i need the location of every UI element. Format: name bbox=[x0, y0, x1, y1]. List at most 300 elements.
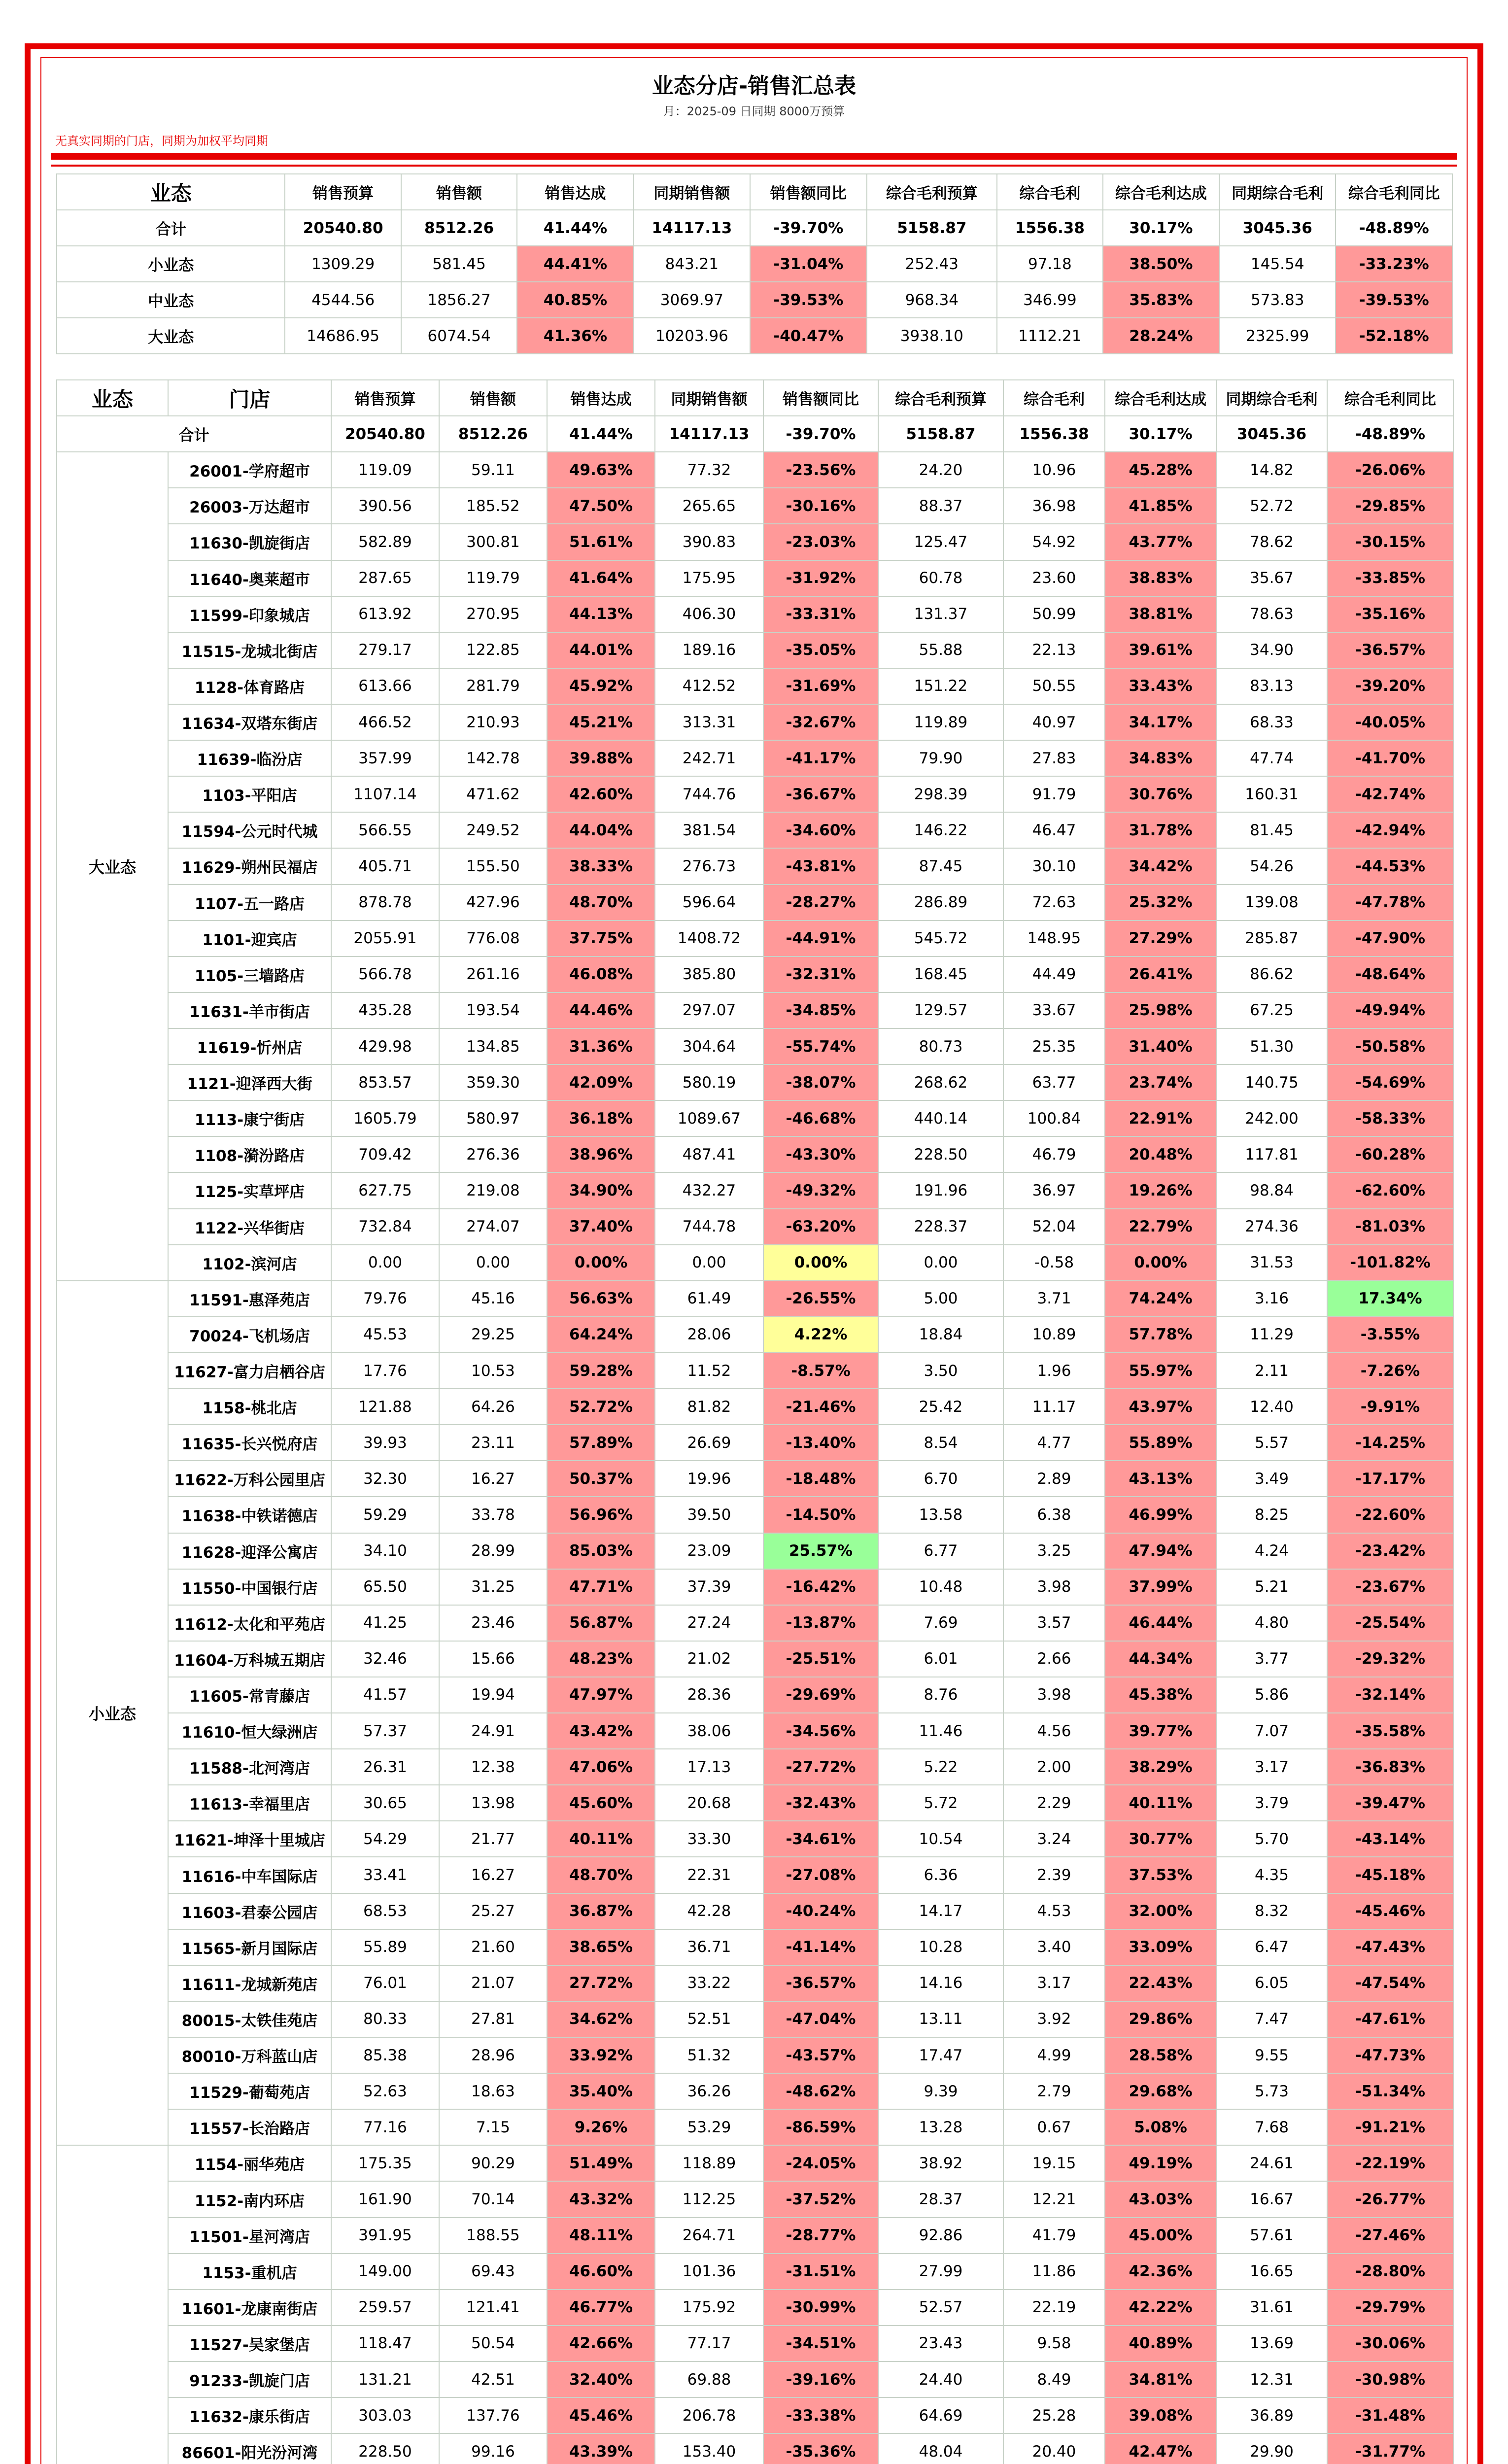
value-cell: -35.05% bbox=[763, 632, 878, 668]
value-cell: 25.35 bbox=[1003, 1028, 1105, 1064]
value-cell: 596.64 bbox=[655, 885, 763, 921]
store-name: 11610-恒大绿洲店 bbox=[168, 1713, 331, 1749]
summary-header-row bbox=[57, 174, 1452, 210]
store-name: 11557-长治路店 bbox=[168, 2109, 331, 2145]
value-cell: 265.65 bbox=[655, 488, 763, 524]
value-cell: 12.31 bbox=[1216, 2361, 1327, 2397]
store-name: 11629-朔州民福店 bbox=[168, 848, 331, 884]
value-cell: -24.05% bbox=[763, 2145, 878, 2181]
summary-row bbox=[57, 282, 1452, 318]
value-cell: 48.70% bbox=[547, 1857, 655, 1893]
value-cell: 17.34% bbox=[1327, 1281, 1453, 1317]
store-name: 11638-中铁诺德店 bbox=[168, 1497, 331, 1533]
value-cell: 25.27 bbox=[439, 1893, 547, 1929]
value-cell: 91.79 bbox=[1003, 776, 1105, 812]
value-cell: 140.75 bbox=[1216, 1064, 1327, 1100]
value-cell: 46.47 bbox=[1003, 812, 1105, 848]
value-cell: -46.68% bbox=[763, 1100, 878, 1136]
value-cell: 77.32 bbox=[655, 452, 763, 488]
table-row bbox=[57, 1641, 1453, 1677]
total-label: 合计 bbox=[57, 210, 285, 246]
value-cell: 4.53 bbox=[1003, 1893, 1105, 1929]
value-cell: -35.16% bbox=[1327, 596, 1453, 632]
table-row bbox=[57, 560, 1453, 596]
value-cell: 52.63 bbox=[331, 2073, 439, 2109]
value-cell: 15.66 bbox=[439, 1641, 547, 1677]
store-name: 1105-三墙路店 bbox=[168, 957, 331, 992]
value-cell: -18.48% bbox=[763, 1461, 878, 1497]
value-cell: -7.26% bbox=[1327, 1353, 1453, 1389]
value-cell: 23.74% bbox=[1105, 1064, 1216, 1100]
value-cell: 31.78% bbox=[1105, 812, 1216, 848]
store-name: 1128-体育路店 bbox=[168, 668, 331, 704]
value-cell: 19.26% bbox=[1105, 1172, 1216, 1208]
value-cell: 36.71 bbox=[655, 1929, 763, 1965]
value-cell: 51.32 bbox=[655, 2037, 763, 2073]
table-row bbox=[57, 1965, 1453, 2001]
value-cell: 145.54 bbox=[1219, 246, 1336, 282]
value-cell: 59.29 bbox=[331, 1497, 439, 1533]
value-cell: 10.28 bbox=[878, 1929, 1003, 1965]
value-cell: 47.50% bbox=[547, 488, 655, 524]
value-cell: -9.91% bbox=[1327, 1389, 1453, 1425]
table-row bbox=[57, 1461, 1453, 1497]
store-name: 26001-学府超市 bbox=[168, 452, 331, 488]
value-cell: -41.70% bbox=[1327, 740, 1453, 776]
store-name: 11634-双塔东街店 bbox=[168, 704, 331, 740]
value-cell: 49.63% bbox=[547, 452, 655, 488]
value-cell: 30.65 bbox=[331, 1785, 439, 1821]
value-cell: 36.26 bbox=[655, 2073, 763, 2109]
total-label: 合计 bbox=[57, 416, 331, 452]
value-cell: 25.32% bbox=[1105, 885, 1216, 921]
table-row bbox=[57, 1353, 1453, 1389]
col-header: 综合毛利达成 bbox=[1103, 174, 1219, 210]
value-cell: 92.86 bbox=[878, 2218, 1003, 2254]
value-cell: 3.98 bbox=[1003, 1569, 1105, 1605]
value-cell: 566.55 bbox=[331, 812, 439, 848]
value-cell: -33.31% bbox=[763, 596, 878, 632]
value-cell: 276.36 bbox=[439, 1136, 547, 1172]
value-cell: 55.89 bbox=[331, 1929, 439, 1965]
table-row bbox=[57, 668, 1453, 704]
value-cell: 41.57 bbox=[331, 1677, 439, 1713]
value-cell: 627.75 bbox=[331, 1172, 439, 1208]
value-cell: -23.56% bbox=[763, 452, 878, 488]
value-cell: 22.13 bbox=[1003, 632, 1105, 668]
table-row bbox=[57, 1425, 1453, 1461]
value-cell: 405.71 bbox=[331, 848, 439, 884]
value-cell: 98.84 bbox=[1216, 1172, 1327, 1208]
value-cell: 68.33 bbox=[1216, 704, 1327, 740]
value-cell: 80.33 bbox=[331, 2001, 439, 2037]
value-cell: 613.92 bbox=[331, 596, 439, 632]
value-cell: 313.31 bbox=[655, 704, 763, 740]
col-header: 销售额同比 bbox=[750, 174, 866, 210]
value-cell: -13.40% bbox=[763, 1425, 878, 1461]
value-cell: 32.40% bbox=[547, 2361, 655, 2397]
value-cell: 47.97% bbox=[547, 1677, 655, 1713]
value-cell: 14.17 bbox=[878, 1893, 1003, 1929]
value-cell: 139.08 bbox=[1216, 885, 1327, 921]
value-cell: 43.39% bbox=[547, 2433, 655, 2464]
store-name: 11594-公元时代城 bbox=[168, 812, 331, 848]
value-cell: 1556.38 bbox=[1003, 416, 1105, 452]
value-cell: 100.84 bbox=[1003, 1100, 1105, 1136]
summary-table bbox=[56, 173, 1453, 354]
value-cell: -22.19% bbox=[1327, 2145, 1453, 2181]
value-cell: 5.73 bbox=[1216, 2073, 1327, 2109]
value-cell: 23.43 bbox=[878, 2326, 1003, 2361]
col-header: 综合毛利预算 bbox=[867, 174, 997, 210]
table-row bbox=[57, 704, 1453, 740]
value-cell: 149.00 bbox=[331, 2254, 439, 2290]
table-row bbox=[57, 812, 1453, 848]
value-cell: 59.11 bbox=[439, 452, 547, 488]
value-cell: -33.85% bbox=[1327, 560, 1453, 596]
value-cell: -47.54% bbox=[1327, 1965, 1453, 2001]
value-cell: 732.84 bbox=[331, 1209, 439, 1245]
value-cell: 487.41 bbox=[655, 1136, 763, 1172]
value-cell: 16.67 bbox=[1216, 2181, 1327, 2217]
value-cell: 304.64 bbox=[655, 1028, 763, 1064]
value-cell: 41.44% bbox=[517, 210, 633, 246]
table-row bbox=[57, 2433, 1453, 2464]
value-cell: -39.70% bbox=[763, 416, 878, 452]
value-cell: 11.52 bbox=[655, 1353, 763, 1389]
value-cell: -35.58% bbox=[1327, 1713, 1453, 1749]
table-row bbox=[57, 2326, 1453, 2361]
col-header: 销售预算 bbox=[285, 174, 401, 210]
segment-label: 中业态 bbox=[57, 282, 285, 318]
report-title: 业态分店-销售汇总表 bbox=[651, 73, 857, 99]
table-row bbox=[57, 1497, 1453, 1533]
table-row bbox=[57, 1749, 1453, 1785]
value-cell: -43.57% bbox=[763, 2037, 878, 2073]
store-name: 1101-迎宾店 bbox=[168, 921, 331, 957]
value-cell: 151.22 bbox=[878, 668, 1003, 704]
value-cell: 1112.21 bbox=[997, 318, 1103, 354]
value-cell: 29.90 bbox=[1216, 2433, 1327, 2464]
value-cell: 39.50 bbox=[655, 1497, 763, 1533]
value-cell: 43.32% bbox=[547, 2181, 655, 2217]
table-row bbox=[57, 2397, 1453, 2433]
value-cell: 28.06 bbox=[655, 1317, 763, 1353]
table-row bbox=[57, 1064, 1453, 1100]
value-cell: 39.61% bbox=[1105, 632, 1216, 668]
table-row bbox=[57, 2290, 1453, 2326]
value-cell: -31.77% bbox=[1327, 2433, 1453, 2464]
store-name: 11619-忻州店 bbox=[168, 1028, 331, 1064]
value-cell: -30.98% bbox=[1327, 2361, 1453, 2397]
value-cell: 10.48 bbox=[878, 1569, 1003, 1605]
value-cell: 175.92 bbox=[655, 2290, 763, 2326]
report-subtitle: 月：2025-09 日同期 8000万预算 bbox=[663, 104, 845, 118]
value-cell: 38.92 bbox=[878, 2145, 1003, 2181]
value-cell: -35.36% bbox=[763, 2433, 878, 2464]
value-cell: 33.30 bbox=[655, 1821, 763, 1857]
col-header: 销售预算 bbox=[331, 380, 439, 416]
value-cell: 0.67 bbox=[1003, 2109, 1105, 2145]
value-cell: 40.97 bbox=[1003, 704, 1105, 740]
value-cell: 48.23% bbox=[547, 1641, 655, 1677]
value-cell: 10203.96 bbox=[634, 318, 750, 354]
value-cell: 27.83 bbox=[1003, 740, 1105, 776]
value-cell: 175.35 bbox=[331, 2145, 439, 2181]
value-cell: -23.03% bbox=[763, 524, 878, 560]
value-cell: 47.74 bbox=[1216, 740, 1327, 776]
value-cell: 12.38 bbox=[439, 1749, 547, 1785]
value-cell: 51.30 bbox=[1216, 1028, 1327, 1064]
value-cell: 17.47 bbox=[878, 2037, 1003, 2073]
value-cell: 85.03% bbox=[547, 1533, 655, 1569]
value-cell: 57.37 bbox=[331, 1713, 439, 1749]
value-cell: 4544.56 bbox=[285, 282, 401, 318]
value-cell: -34.85% bbox=[763, 992, 878, 1028]
value-cell: 32.46 bbox=[331, 1641, 439, 1677]
value-cell: 27.29% bbox=[1105, 921, 1216, 957]
value-cell: 38.83% bbox=[1105, 560, 1216, 596]
value-cell: 20.68 bbox=[655, 1785, 763, 1821]
value-cell: 47.71% bbox=[547, 1569, 655, 1605]
table-row bbox=[57, 1893, 1453, 1929]
value-cell: 72.63 bbox=[1003, 885, 1105, 921]
value-cell: 8.25 bbox=[1216, 1497, 1327, 1533]
value-cell: 50.99 bbox=[1003, 596, 1105, 632]
value-cell: 13.11 bbox=[878, 2001, 1003, 2037]
value-cell: 42.66% bbox=[547, 2326, 655, 2361]
value-cell: -52.18% bbox=[1336, 318, 1452, 354]
value-cell: 99.16 bbox=[439, 2433, 547, 2464]
value-cell: -86.59% bbox=[763, 2109, 878, 2145]
value-cell: 2.11 bbox=[1216, 1353, 1327, 1389]
value-cell: 69.43 bbox=[439, 2254, 547, 2290]
value-cell: -45.46% bbox=[1327, 1893, 1453, 1929]
value-cell: -44.91% bbox=[763, 921, 878, 957]
value-cell: 39.77% bbox=[1105, 1713, 1216, 1749]
value-cell: 14117.13 bbox=[634, 210, 750, 246]
value-cell: 34.42% bbox=[1105, 848, 1216, 884]
value-cell: 36.89 bbox=[1216, 2397, 1327, 2433]
value-cell: 259.57 bbox=[331, 2290, 439, 2326]
value-cell: 3.77 bbox=[1216, 1641, 1327, 1677]
store-name: 11622-万科公园里店 bbox=[168, 1461, 331, 1497]
value-cell: 50.55 bbox=[1003, 668, 1105, 704]
value-cell: 2.79 bbox=[1003, 2073, 1105, 2109]
value-cell: -62.60% bbox=[1327, 1172, 1453, 1208]
value-cell: -34.56% bbox=[763, 1713, 878, 1749]
value-cell: 261.16 bbox=[439, 957, 547, 992]
value-cell: -51.34% bbox=[1327, 2073, 1453, 2109]
value-cell: -14.25% bbox=[1327, 1425, 1453, 1461]
value-cell: 466.52 bbox=[331, 704, 439, 740]
value-cell: 3.71 bbox=[1003, 1281, 1105, 1317]
value-cell: 19.94 bbox=[439, 1677, 547, 1713]
value-cell: 2.39 bbox=[1003, 1857, 1105, 1893]
value-cell: 31.25 bbox=[439, 1569, 547, 1605]
table-row bbox=[57, 1929, 1453, 1965]
value-cell: 5.21 bbox=[1216, 1569, 1327, 1605]
value-cell: 51.61% bbox=[547, 524, 655, 560]
value-cell: 55.89% bbox=[1105, 1425, 1216, 1461]
col-header: 同期综合毛利 bbox=[1219, 174, 1336, 210]
value-cell: 25.98% bbox=[1105, 992, 1216, 1028]
store-name: 11550-中国银行店 bbox=[168, 1569, 331, 1605]
value-cell: 3.40 bbox=[1003, 1929, 1105, 1965]
value-cell: 42.60% bbox=[547, 776, 655, 812]
segment-group-label: 小业态 bbox=[57, 1281, 168, 2146]
value-cell: 45.46% bbox=[547, 2397, 655, 2433]
value-cell: 45.60% bbox=[547, 1785, 655, 1821]
value-cell: 40.11% bbox=[547, 1821, 655, 1857]
value-cell: 381.54 bbox=[655, 812, 763, 848]
value-cell: 45.00% bbox=[1105, 2218, 1216, 2254]
value-cell: 112.25 bbox=[655, 2181, 763, 2217]
value-cell: -30.99% bbox=[763, 2290, 878, 2326]
value-cell: 35.40% bbox=[547, 2073, 655, 2109]
value-cell: 573.83 bbox=[1219, 282, 1336, 318]
table-row bbox=[57, 2361, 1453, 2397]
value-cell: 0.00% bbox=[1105, 1245, 1216, 1281]
value-cell: 37.53% bbox=[1105, 1857, 1216, 1893]
value-cell: 0.00% bbox=[763, 1245, 878, 1281]
store-name: 11613-幸福里店 bbox=[168, 1785, 331, 1821]
store-name: 70024-飞机场店 bbox=[168, 1317, 331, 1353]
value-cell: 32.30 bbox=[331, 1461, 439, 1497]
value-cell: 34.81% bbox=[1105, 2361, 1216, 2397]
value-cell: 12.40 bbox=[1216, 1389, 1327, 1425]
value-cell: 46.60% bbox=[547, 2254, 655, 2290]
value-cell: 20.40 bbox=[1003, 2433, 1105, 2464]
value-cell: 10.89 bbox=[1003, 1317, 1105, 1353]
store-name: 1125-实草坪店 bbox=[168, 1172, 331, 1208]
value-cell: 31.53 bbox=[1216, 1245, 1327, 1281]
value-cell: 81.45 bbox=[1216, 812, 1327, 848]
value-cell: -29.79% bbox=[1327, 2290, 1453, 2326]
summary-row bbox=[57, 246, 1452, 282]
value-cell: -48.89% bbox=[1327, 416, 1453, 452]
value-cell: 5.57 bbox=[1216, 1425, 1327, 1461]
value-cell: 47.06% bbox=[547, 1749, 655, 1785]
value-cell: 2325.99 bbox=[1219, 318, 1336, 354]
value-cell: 42.09% bbox=[547, 1064, 655, 1100]
value-cell: 7.15 bbox=[439, 2109, 547, 2145]
value-cell: 878.78 bbox=[331, 885, 439, 921]
store-name: 1108-漪汾路店 bbox=[168, 1136, 331, 1172]
value-cell: 3.49 bbox=[1216, 1461, 1327, 1497]
store-name: 11632-康乐街店 bbox=[168, 2397, 331, 2433]
value-cell: -47.73% bbox=[1327, 2037, 1453, 2073]
value-cell: 77.17 bbox=[655, 2326, 763, 2361]
value-cell: 40.85% bbox=[517, 282, 633, 318]
value-cell: -39.47% bbox=[1327, 1785, 1453, 1821]
store-name: 11611-龙城新苑店 bbox=[168, 1965, 331, 2001]
value-cell: 26.41% bbox=[1105, 957, 1216, 992]
value-cell: 30.76% bbox=[1105, 776, 1216, 812]
value-cell: -13.87% bbox=[763, 1605, 878, 1641]
value-cell: 46.44% bbox=[1105, 1605, 1216, 1641]
value-cell: 1107.14 bbox=[331, 776, 439, 812]
store-name: 11604-万科城五期店 bbox=[168, 1641, 331, 1677]
value-cell: 4.35 bbox=[1216, 1857, 1327, 1893]
value-cell: 9.55 bbox=[1216, 2037, 1327, 2073]
value-cell: 23.09 bbox=[655, 1533, 763, 1569]
value-cell: 36.87% bbox=[547, 1893, 655, 1929]
value-cell: 10.53 bbox=[439, 1353, 547, 1389]
value-cell: 193.54 bbox=[439, 992, 547, 1028]
store-name: 11616-中车国际店 bbox=[168, 1857, 331, 1893]
value-cell: 279.17 bbox=[331, 632, 439, 668]
store-name: 1158-桃北店 bbox=[168, 1389, 331, 1425]
value-cell: 36.98 bbox=[1003, 488, 1105, 524]
store-name: 11640-奥莱超市 bbox=[168, 560, 331, 596]
store-name: 11501-星河湾店 bbox=[168, 2218, 331, 2254]
value-cell: 7.07 bbox=[1216, 1713, 1327, 1749]
value-cell: -29.85% bbox=[1327, 488, 1453, 524]
value-cell: 101.36 bbox=[655, 2254, 763, 2290]
value-cell: 3.50 bbox=[878, 1353, 1003, 1389]
value-cell: -81.03% bbox=[1327, 1209, 1453, 1245]
value-cell: 57.89% bbox=[547, 1425, 655, 1461]
value-cell: 27.81 bbox=[439, 2001, 547, 2037]
value-cell: -21.46% bbox=[763, 1389, 878, 1425]
value-cell: 24.91 bbox=[439, 1713, 547, 1749]
value-cell: 11.46 bbox=[878, 1713, 1003, 1749]
value-cell: -49.32% bbox=[763, 1172, 878, 1208]
store-name: 11603-君泰公园店 bbox=[168, 1893, 331, 1929]
value-cell: -27.72% bbox=[763, 1749, 878, 1785]
value-cell: -63.20% bbox=[763, 1209, 878, 1245]
table-row bbox=[57, 2037, 1453, 2073]
store-name: 1154-丽华苑店 bbox=[168, 2145, 331, 2181]
value-cell: -101.82% bbox=[1327, 1245, 1453, 1281]
table-row bbox=[57, 921, 1453, 957]
value-cell: -33.23% bbox=[1336, 246, 1452, 282]
value-cell: 46.79 bbox=[1003, 1136, 1105, 1172]
value-cell: 13.98 bbox=[439, 1785, 547, 1821]
value-cell: 28.99 bbox=[439, 1533, 547, 1569]
value-cell: 57.78% bbox=[1105, 1317, 1216, 1353]
col-header: 综合毛利 bbox=[997, 174, 1103, 210]
value-cell: 49.19% bbox=[1105, 2145, 1216, 2181]
col-header: 综合毛利达成 bbox=[1105, 380, 1216, 416]
value-cell: -43.30% bbox=[763, 1136, 878, 1172]
value-cell: -49.94% bbox=[1327, 992, 1453, 1028]
value-cell: 5158.87 bbox=[878, 416, 1003, 452]
value-cell: 46.99% bbox=[1105, 1497, 1216, 1533]
value-cell: -30.15% bbox=[1327, 524, 1453, 560]
value-cell: 3045.36 bbox=[1216, 416, 1327, 452]
value-cell: 3.17 bbox=[1003, 1965, 1105, 2001]
value-cell: 853.57 bbox=[331, 1064, 439, 1100]
value-cell: 2.66 bbox=[1003, 1641, 1105, 1677]
value-cell: -47.90% bbox=[1327, 921, 1453, 957]
value-cell: 4.24 bbox=[1216, 1533, 1327, 1569]
value-cell: -0.58 bbox=[1003, 1245, 1105, 1281]
col-header: 同期销售额 bbox=[634, 174, 750, 210]
value-cell: 10.54 bbox=[878, 1821, 1003, 1857]
value-cell: 7.47 bbox=[1216, 2001, 1327, 2037]
value-cell: -22.60% bbox=[1327, 1497, 1453, 1533]
value-cell: 3.16 bbox=[1216, 1281, 1327, 1317]
value-cell: 3938.10 bbox=[867, 318, 997, 354]
value-cell: 9.58 bbox=[1003, 2326, 1105, 2361]
value-cell: 153.40 bbox=[655, 2433, 763, 2464]
value-cell: -14.50% bbox=[763, 1497, 878, 1533]
value-cell: 20540.80 bbox=[331, 416, 439, 452]
table-row bbox=[57, 1713, 1453, 1749]
col-header: 综合毛利同比 bbox=[1327, 380, 1453, 416]
